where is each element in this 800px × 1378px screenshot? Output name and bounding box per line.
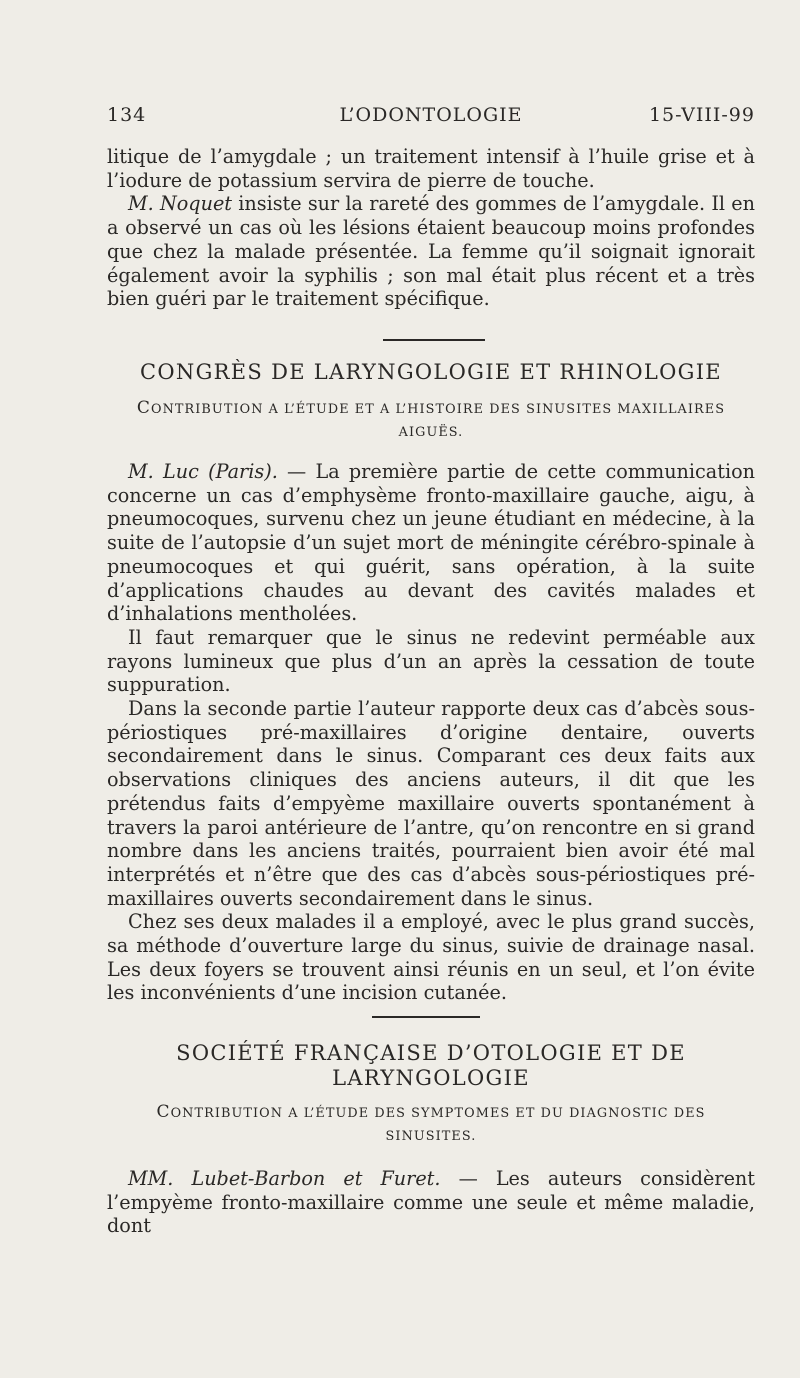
running-head xyxy=(107,104,755,134)
paragraph: litique de l’amygdale ; un traitement intensif à l’huile grise et à l’iodure de potassium servira de pierre de touche. xyxy=(107,145,755,192)
page-number: 134 xyxy=(107,104,147,126)
speaker-name: M. Noquet xyxy=(128,192,233,216)
paragraph: M. Noquet insiste sur la rareté des gommes de l’amygdale. Il en a observé un cas où les lésions étaient beaucoup moins profondes que chez la malade présentée. La femme qu’il soignait ignorait également avoir la syphilis ; son mal était plus récent et a très bien guéri par le traitement spécifique. xyxy=(107,192,755,311)
paragraph: Dans la seconde partie l’auteur rapporte deux cas d’abcès sous-périostiques pré-maxillaires d’origine dentaire, ouverts secondairement dans le sinus. Comparant ces deux faits aux observations cliniques des anciens auteurs, il dit que les prétendus faits d’empyème maxillaire ouverts spontanément à travers la paroi antérieure de l’antre, qu’on rencontre en si grand nombre dans les anciens traités, pourraient bien avoir été mal interprétés et n’être que des cas d’abcès sous-périostiques pré-maxillaires ouverts secondairement dans le sinus. xyxy=(107,697,755,910)
section-subtitle: CONTRIBUTION A L’ÉTUDE DES SYMPTOMES ET DU DIAGNOSTIC DES SINUSITES. xyxy=(156,1102,706,1144)
paragraph: MM. Lubet-Barbon et Furet. — Les auteurs considèrent l’empyème fronto-maxillaire comme une seule et même maladie, dont xyxy=(107,1167,755,1238)
section-divider xyxy=(383,339,485,341)
speaker-name: M. Luc (Paris). xyxy=(128,460,278,483)
continued-text-block xyxy=(107,145,755,311)
issue-date: 15-VIII-99 xyxy=(648,104,755,126)
section-title: SOCIÉTÉ FRANÇAISE D’OTOLOGIE ET DE LARYNGOLOGIE xyxy=(176,1041,686,1090)
section-body xyxy=(107,460,755,1005)
section-body xyxy=(107,1167,755,1238)
section-subtitle: CONTRIBUTION A L’ÉTUDE ET A L’HISTOIRE DES SINUSITES MAXILLAIRES AIGUËS. xyxy=(136,398,726,440)
paragraph: M. Luc (Paris). — La première partie de cette communication concerne un cas d’emphysème fronto-maxillaire gauche, aigu, à pneumocoques, survenu chez un jeune étudiant en médecine, à la suite de l’autopsie d’un sujet mort de méningite cérébro-spinale à pneumocoques et qui guérit, sans opération, à la suite d’applications chaudes au devant des cavités malades et d’inhalations mentholées. xyxy=(107,460,755,626)
section-divider xyxy=(372,1016,480,1018)
paragraph: Chez ses deux malades il a employé, avec le plus grand succès, sa méthode d’ouverture large du sinus, suivie de drainage nasal. Les deux foyers se trouvent ainsi réunis en un seul, et l’on évite les inconvénients d’une incision cutanée. xyxy=(107,910,755,1005)
journal-title: L’ODONTOLOGIE xyxy=(339,104,523,126)
section-title: CONGRÈS DE LARYNGOLOGIE ET RHINOLOGIE xyxy=(140,360,722,384)
paragraph: Il faut remarquer que le sinus ne redevint perméable aux rayons lumineux que plus d’un an après la cessation de toute suppuration. xyxy=(107,625,755,697)
speaker-name: MM. Lubet-Barbon et Furet. xyxy=(128,1167,441,1190)
